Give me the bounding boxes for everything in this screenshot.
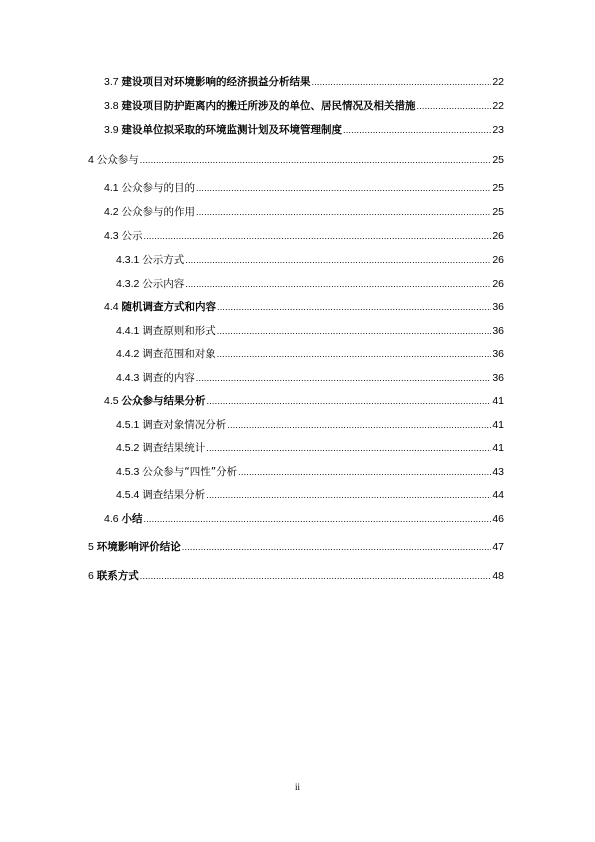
toc-entry-number: 5 xyxy=(88,541,97,553)
toc-entry-page: 25 xyxy=(492,182,504,194)
toc-leader-dots xyxy=(207,393,492,409)
toc-entry-number: 3.7 xyxy=(104,76,122,88)
toc-leader-dots xyxy=(144,228,492,244)
toc-entry-page: 41 xyxy=(492,442,504,454)
toc-entry-title: 调查结果统计 xyxy=(142,442,206,454)
toc-entry-page: 26 xyxy=(492,278,504,290)
toc-entry[interactable] xyxy=(116,487,504,503)
toc-entry-page: 41 xyxy=(492,419,504,431)
toc-entry-title: 环境影响评价结论 xyxy=(96,541,181,553)
toc-leader-dots xyxy=(217,323,492,339)
toc-entry[interactable] xyxy=(88,539,504,555)
toc-leader-dots xyxy=(206,487,491,503)
toc-entry[interactable] xyxy=(104,98,504,114)
toc-entry-number: 4.5 xyxy=(104,395,122,407)
toc-entry[interactable] xyxy=(104,228,504,244)
toc-leader-dots xyxy=(182,539,492,555)
toc-entry-title: 联系方式 xyxy=(96,570,139,582)
toc-entry-title: 公众参与的目的 xyxy=(121,182,196,194)
toc-entry-title: 随机调查方式和内容 xyxy=(121,301,217,313)
toc-leader-dots xyxy=(343,122,491,138)
toc-entry[interactable] xyxy=(116,323,504,339)
toc-entry-title: 调查结果分析 xyxy=(142,489,206,501)
toc-entry[interactable] xyxy=(116,346,504,362)
toc-entry[interactable] xyxy=(104,122,504,138)
toc-entry-title: 公示内容 xyxy=(142,278,185,290)
toc-entry[interactable] xyxy=(104,74,504,90)
toc-entry-number: 4.3.2 xyxy=(116,278,143,290)
toc-entry[interactable] xyxy=(104,204,504,220)
toc-entry-number: 4.4 xyxy=(104,301,122,313)
toc-entry-page: 36 xyxy=(492,348,504,360)
toc-entry[interactable] xyxy=(88,568,504,584)
toc-entry-page: 43 xyxy=(492,466,504,478)
toc-entry[interactable] xyxy=(104,393,504,409)
toc-entry-page: 44 xyxy=(492,489,504,501)
toc-leader-dots xyxy=(227,417,491,433)
toc-leader-dots xyxy=(196,180,491,196)
toc-entry-page: 36 xyxy=(492,325,504,337)
toc-entry[interactable] xyxy=(104,511,504,527)
toc-entry-title: 公示方式 xyxy=(142,254,185,266)
toc-entry-page: 36 xyxy=(492,301,504,313)
toc-leader-dots xyxy=(206,440,491,456)
toc-entry-page: 48 xyxy=(492,570,504,582)
toc-entry[interactable] xyxy=(104,180,504,196)
toc-entry-number: 4.4.2 xyxy=(116,348,143,360)
toc-entry[interactable] xyxy=(116,276,504,292)
toc-entry-page: 25 xyxy=(492,206,504,218)
toc-leader-dots xyxy=(238,464,491,480)
toc-entry[interactable] xyxy=(116,464,504,480)
toc-leader-dots xyxy=(196,204,491,220)
toc-entry-title: 调查原则和形式 xyxy=(142,325,216,337)
toc-leader-dots xyxy=(140,152,492,168)
toc-leader-dots xyxy=(312,74,492,90)
toc-entry-number: 4.4.1 xyxy=(116,325,143,337)
toc-entry[interactable] xyxy=(116,370,504,386)
toc-entry-page: 41 xyxy=(492,395,504,407)
toc-entry-number: 3.9 xyxy=(104,124,122,136)
toc-leader-dots xyxy=(144,511,492,527)
toc-entry-page: 36 xyxy=(492,372,504,384)
toc-entry-title: 建设项目对环境影响的经济损益分析结果 xyxy=(121,76,311,88)
toc-entry-title: 公示 xyxy=(121,230,143,242)
toc-entry-title: 调查的内容 xyxy=(142,372,195,384)
toc-entry-title: 调查范围和对象 xyxy=(142,348,216,360)
toc-leader-dots xyxy=(217,299,491,315)
toc-leader-dots xyxy=(185,252,491,268)
toc-entry-title: 公众参与的作用 xyxy=(121,206,196,218)
toc-entry-title: 小结 xyxy=(121,513,143,525)
toc-entry-page: 26 xyxy=(492,230,504,242)
toc-entry-title: 建设单位拟采取的环境监测计划及环境管理制度 xyxy=(121,124,343,136)
toc-entry-number: 4 xyxy=(88,154,97,166)
toc-leader-dots xyxy=(185,276,491,292)
toc-entry-page: 22 xyxy=(492,76,504,88)
toc-entry-number: 4.4.3 xyxy=(116,372,143,384)
toc-entry[interactable] xyxy=(104,299,504,315)
toc-leader-dots xyxy=(140,568,492,584)
toc-entry-number: 4.6 xyxy=(104,513,122,525)
toc-entry-page: 25 xyxy=(492,154,504,166)
toc-entry-title: 建设项目防护距离内的搬迁所涉及的单位、居民情况及相关措施 xyxy=(121,100,416,112)
toc-entry-title: 公众参与 xyxy=(96,154,139,166)
toc-entry-number: 4.3.1 xyxy=(116,254,143,266)
toc-entry-number: 4.2 xyxy=(104,206,122,218)
toc-leader-dots xyxy=(417,98,492,114)
toc-entry-number: 4.5.1 xyxy=(116,419,143,431)
toc-entry-number: 4.3 xyxy=(104,230,122,242)
toc-entry-page: 46 xyxy=(492,513,504,525)
toc-entry[interactable] xyxy=(116,417,504,433)
toc-entry[interactable] xyxy=(88,152,504,168)
toc-entry-title: 公众参与“四性”分析 xyxy=(142,466,238,478)
toc-entry-page: 22 xyxy=(492,100,504,112)
toc-entry-page: 47 xyxy=(492,541,504,553)
page-number: ii xyxy=(294,782,300,792)
toc-leader-dots xyxy=(196,370,492,386)
toc-entry-title: 公众参与结果分析 xyxy=(121,395,206,407)
toc-entry[interactable] xyxy=(116,252,504,268)
toc-entry-title: 调查对象情况分析 xyxy=(142,419,227,431)
toc-entry-number: 4.1 xyxy=(104,182,122,194)
toc-entry-page: 23 xyxy=(492,124,504,136)
toc-entry-number: 4.5.4 xyxy=(116,489,143,501)
toc-entry-number: 6 xyxy=(88,570,97,582)
toc-entry[interactable] xyxy=(116,440,504,456)
toc-entry-number: 4.5.3 xyxy=(116,466,143,478)
toc-leader-dots xyxy=(217,346,492,362)
toc-entry-number: 4.5.2 xyxy=(116,442,143,454)
toc-entry-page: 26 xyxy=(492,254,504,266)
toc-entry-number: 3.8 xyxy=(104,100,122,112)
